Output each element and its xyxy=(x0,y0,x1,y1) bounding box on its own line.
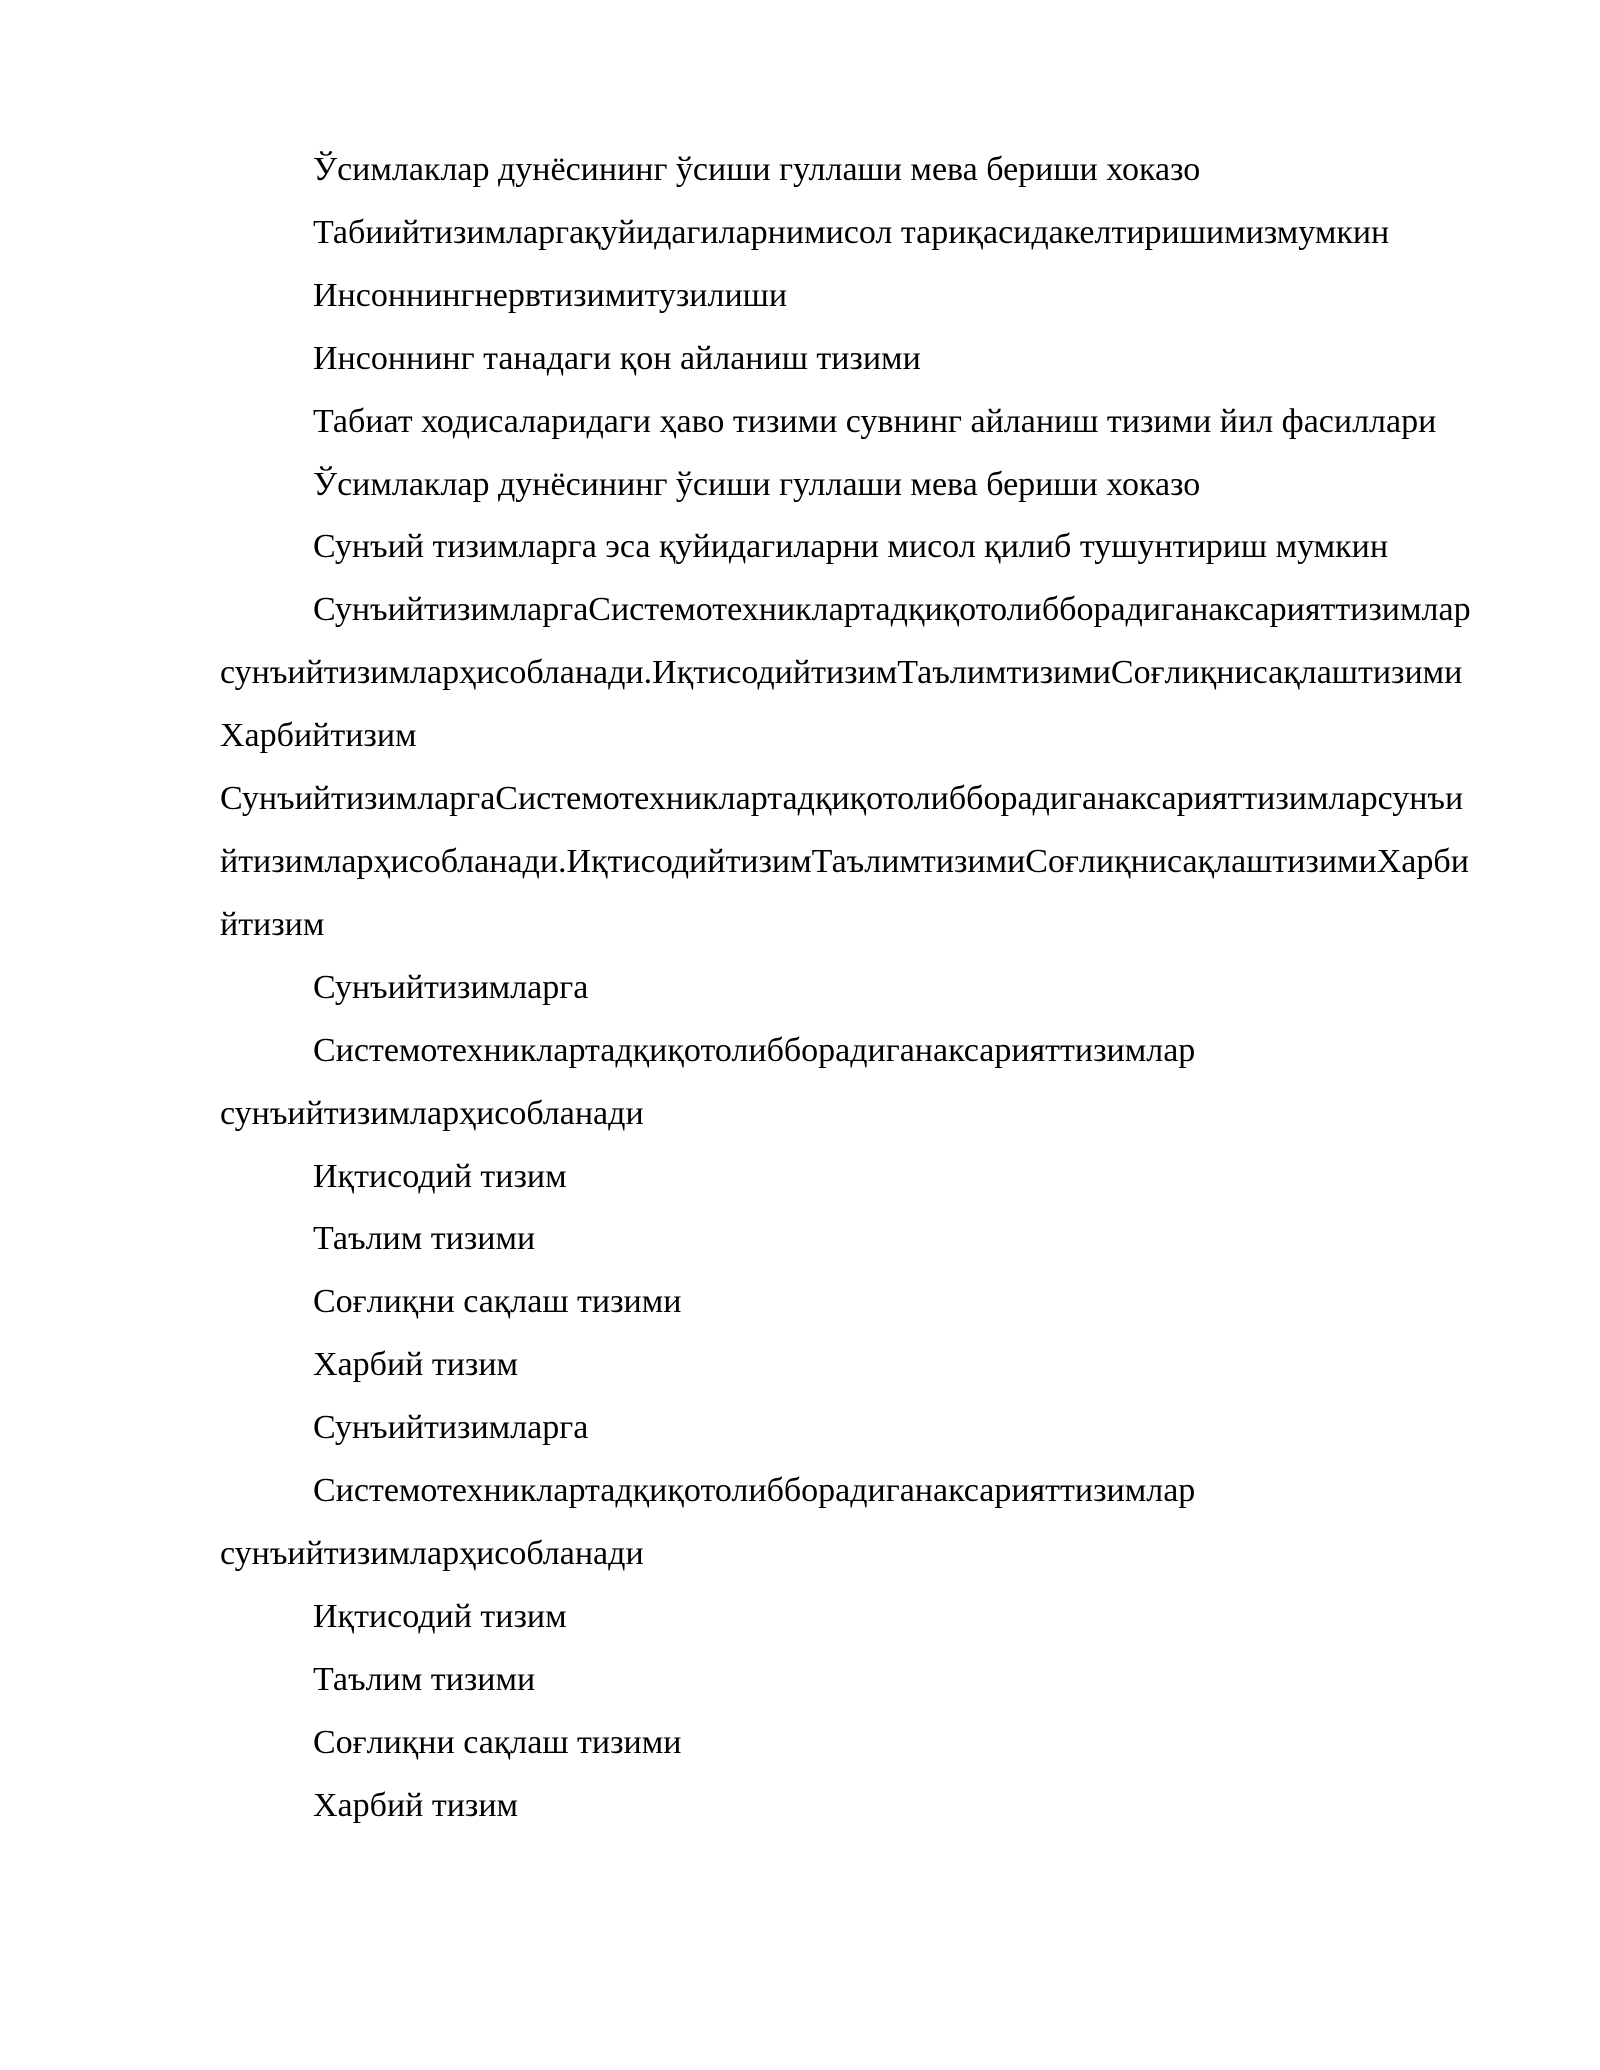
paragraph: Таълим тизими xyxy=(313,1660,536,1698)
paragraph: Табиат ходисаларидаги ҳаво тизими сувнинг айланиш тизими йил фасиллари xyxy=(313,402,1437,440)
paragraph: Иқтисодий тизим xyxy=(313,1157,567,1195)
paragraph: Инсоннингнервтизимитузилиши xyxy=(313,276,788,314)
paragraph: СунъийтизимларгаСистемотехниклартадқиқотолибборадиганаксарияттизимларсунъийтизимларҳисобланади.ИқтисодийтизимТаълимтизимиСоғлиқнисақлаштизимиХарбийтизим xyxy=(220,780,1469,943)
paragraph: Сунъийтизимларга xyxy=(313,1409,589,1447)
paragraph: СунъийтизимларгаСистемотехниклартадқиқотолибборадиганаксарияттизимларсунъийтизимларҳисобланади.ИқтисодийтизимТаълимтизимиСоғлиқнисақлаштизимиХарбийтизим xyxy=(220,591,1471,755)
paragraph: Сунъий тизимларга эса қуйидагиларни мисол қилиб тушунтириш мумкин xyxy=(313,528,1389,566)
paragraph: Системотехниклартадқиқотолибборадиганаксарияттизимлар сунъийтизимларҳисобланади xyxy=(220,1472,1196,1572)
document-page xyxy=(220,139,1478,1837)
paragraph: Ўсимлаклар дунёсининг ўсиши гуллаши мева бериши хоказо xyxy=(313,151,1201,188)
paragraph: Соғлиқни сақлаш тизими xyxy=(313,1723,682,1761)
paragraph: Соғлиқни сақлаш тизими xyxy=(313,1283,682,1321)
paragraph: Таълим тизими xyxy=(313,1220,536,1258)
paragraph: Иқтисодий тизим xyxy=(313,1597,567,1635)
paragraph: Табиийтизимларгақуйидагиларнимисол тариқасидакелтиришимизмумкин xyxy=(313,213,1390,251)
paragraph: Ўсимлаклар дунёсининг ўсиши гуллаши мева бериши хоказо xyxy=(313,465,1201,503)
paragraph: Сунъийтизимларга xyxy=(313,968,589,1006)
paragraph: Харбий тизим xyxy=(313,1346,519,1384)
paragraph: Харбий тизим xyxy=(313,1786,519,1824)
paragraph: Инсоннинг танадаги қон айланиш тизими xyxy=(313,339,921,377)
paragraph: Системотехниклартадқиқотолибборадиганаксарияттизимлар сунъийтизимларҳисобланади xyxy=(220,1031,1196,1132)
